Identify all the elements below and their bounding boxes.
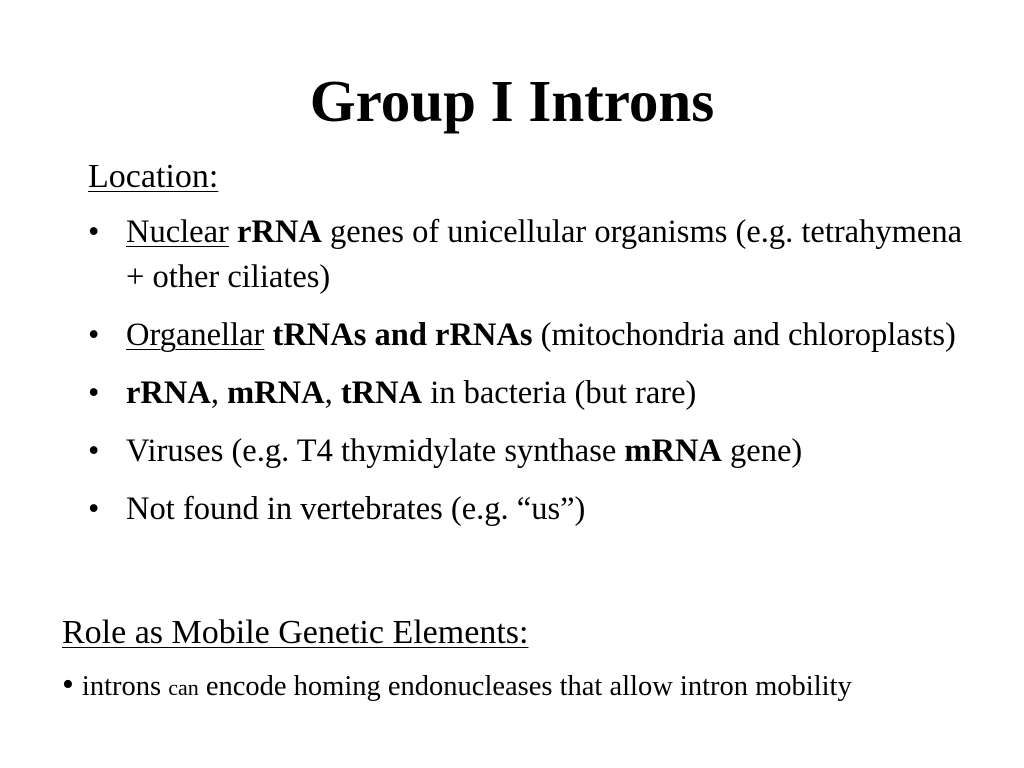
bullet-text: Viruses (e.g. T4 thymidylate synthase: [126, 433, 625, 469]
bullet-bold-term: mRNA: [624, 433, 722, 469]
bullet-bold-term: mRNA: [227, 375, 325, 411]
list-item: [88, 429, 988, 474]
role-heading: Role as Mobile Genetic Elements:: [62, 614, 529, 651]
bullet-icon: •: [88, 433, 100, 469]
bullet-separator: ,: [210, 375, 228, 411]
bullet-bold-term: rRNA: [236, 214, 322, 250]
bullet-icon: •: [88, 214, 100, 250]
bullet-space: [264, 317, 272, 353]
slide-title: Group I Introns: [309, 68, 715, 134]
bullet-bold-term: tRNAs and rRNAs: [272, 317, 533, 353]
list-item: [88, 487, 988, 532]
role-bullet: [62, 664, 852, 709]
bullet-icon: •: [62, 666, 74, 703]
location-heading: Location:: [88, 158, 219, 195]
list-item: [88, 313, 988, 358]
bullet-space: [229, 214, 237, 250]
bullet-icon: •: [88, 491, 100, 527]
bullet-text: genes of unicellular organisms (e.g. tetrahymena + other ciliates): [126, 214, 962, 295]
list-item: [88, 210, 988, 300]
bullet-text: in bacteria (but rare): [422, 375, 697, 411]
bullet-text: gene): [721, 433, 803, 469]
bullet-text: (mitochondria and chloroplasts): [532, 317, 956, 353]
role-text: introns: [81, 671, 169, 702]
bullet-bold-term: tRNA: [340, 375, 423, 411]
bullet-separator: ,: [324, 375, 341, 411]
location-bullet-list: [88, 210, 988, 545]
bullet-icon: •: [88, 375, 100, 411]
bullet-text: Not found in vertebrates (e.g. “us”): [126, 491, 586, 527]
bullet-underlined-term: Organellar: [126, 317, 265, 353]
role-small-text: can: [168, 675, 199, 700]
bullet-underlined-term: Nuclear: [126, 214, 229, 250]
bullet-bold-term: rRNA: [126, 375, 211, 411]
bullet-icon: •: [88, 317, 100, 353]
list-item: [88, 371, 988, 416]
role-text: encode homing endonucleases that allow intron mobility: [198, 671, 852, 702]
